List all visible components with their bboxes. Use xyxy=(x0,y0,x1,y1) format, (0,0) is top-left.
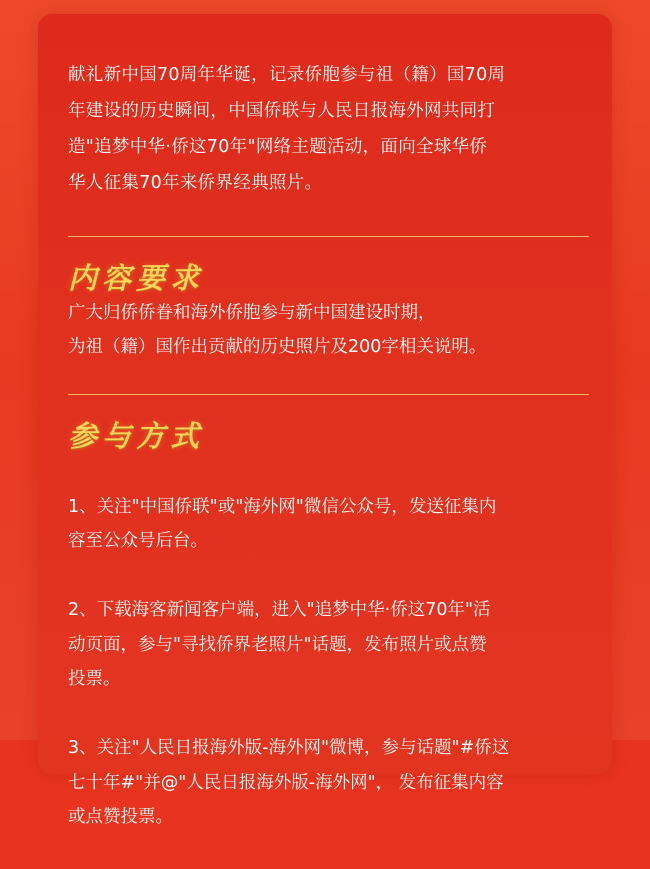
requirements-heading: 内容要求 xyxy=(68,261,205,295)
participation-steps xyxy=(68,455,598,869)
section-divider xyxy=(68,394,589,395)
requirements-text: 广大归侨侨眷和海外侨胞参与新中国建设时期， 为祖（籍）国作出贡献的历史照片及200字相关说明。 xyxy=(68,303,487,357)
step-item: 3、关注"人民日报海外版-海外网"微博，参与话题"#侨这 七十年#"并@"人民日报海外版-海外网"， 发布征集内容 或点赞投票。 xyxy=(68,738,510,827)
section-divider xyxy=(68,236,589,237)
step-item: 2、下载海客新闻客户端，进入"追梦中华·侨这70年"活 动页面，参与"寻找侨界老照片"话题，发布照片或点赞 投票。 xyxy=(68,600,491,689)
participation-heading: 参与方式 xyxy=(68,419,205,453)
step-item: 1、关注"中国侨联"或"海外网"微信公众号，发送征集内 容至公众号后台。 xyxy=(68,496,497,551)
intro-paragraph: 献礼新中国70周年华诞，记录侨胞参与祖（籍）国70周 年建设的历史瞬间，中国侨联与人民日报海外网共同打 造"追梦中华·侨这70年"网络主题活动，面向全球华侨 华人征集70年来侨界经典照片。 xyxy=(68,65,506,193)
